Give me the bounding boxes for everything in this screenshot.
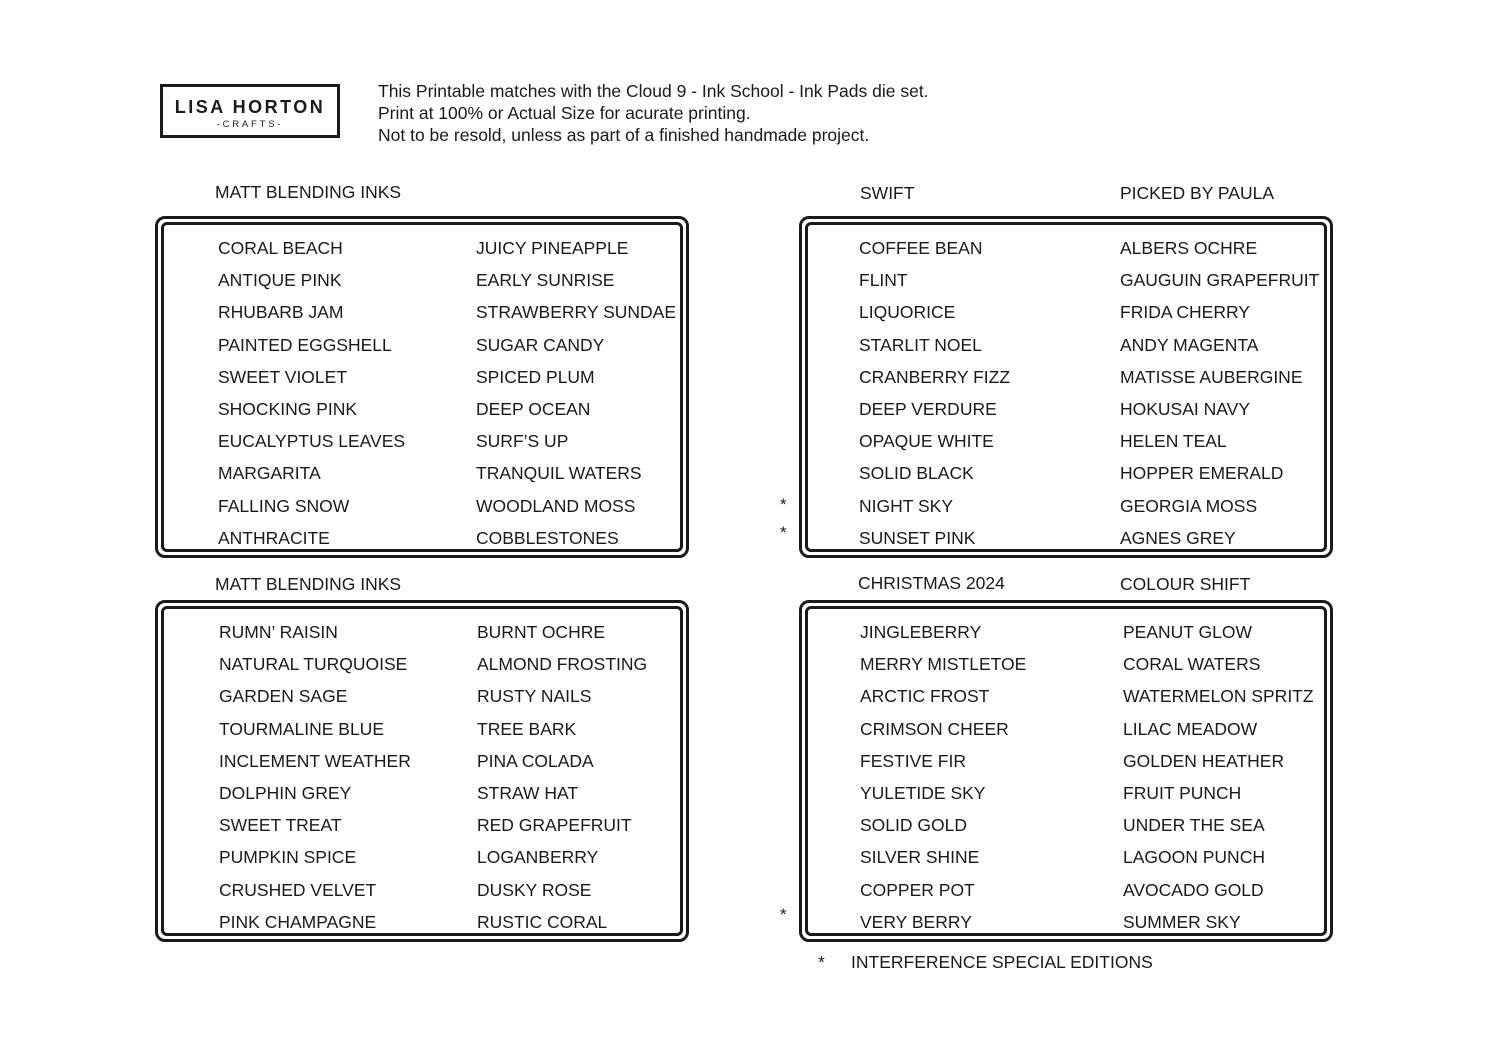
list-item: PEANUT GLOW: [1123, 622, 1253, 642]
list-item: CORAL BEACH: [218, 238, 343, 258]
list-item: SWEET TREAT: [219, 815, 342, 836]
top-left-column-1: [218, 232, 405, 554]
list-item: SUMMER SKY: [1123, 911, 1241, 932]
list-item: BURNT OCHRE: [477, 622, 606, 642]
top-left-column-2: [476, 232, 676, 554]
footnote-marker: *: [818, 952, 825, 972]
list-item: CRUSHED VELVET: [219, 879, 377, 900]
bottom-right-column-1: [860, 616, 1026, 938]
list-item: ANTIQUE PINK: [218, 270, 342, 291]
list-item: HOPPER EMERALD: [1120, 463, 1284, 484]
list-item: LILAC MEADOW: [1123, 718, 1258, 739]
list-item: LOGANBERRY: [477, 847, 599, 868]
intro-line-3: Not to be resold, unless as part of a finished handmade project.: [378, 125, 870, 145]
list-item: SPICED PLUM: [476, 366, 595, 387]
list-item: RHUBARB JAM: [218, 302, 344, 323]
list-item: FALLING SNOW: [218, 495, 350, 516]
list-item: LIQUORICE: [859, 302, 956, 323]
list-item: MARGARITA: [218, 463, 321, 484]
list-item: ANTHRACITE: [218, 527, 330, 548]
list-item: EARLY SUNRISE: [476, 270, 615, 291]
list-item: PINK CHAMPAGNE: [219, 911, 377, 932]
list-item: STARLIT NOEL: [859, 334, 982, 355]
list-item: NIGHT SKY: [859, 495, 954, 516]
bottom-left-ink-list: [155, 600, 689, 942]
list-item: SURF’S UP: [476, 431, 569, 452]
list-item: STRAW HAT: [477, 783, 579, 804]
list-item: FRIDA CHERRY: [1120, 302, 1250, 323]
list-item: UNDER THE SEA: [1123, 815, 1265, 836]
footnote-text: INTERFERENCE SPECIAL EDITIONS: [851, 952, 1153, 972]
list-item: STRAWBERRY SUNDAE: [476, 302, 676, 323]
list-item: RED GRAPEFRUIT: [477, 815, 632, 836]
list-item: GARDEN SAGE: [219, 686, 348, 707]
bottom-right-label-right: COLOUR SHIFT: [1120, 574, 1251, 594]
list-item: SHOCKING PINK: [218, 399, 358, 420]
list-item: MATISSE AUBERGINE: [1120, 366, 1303, 387]
list-item: RUSTIC CORAL: [477, 911, 608, 932]
intro-line-1: This Printable matches with the Cloud 9 - Ink School - Ink Pads die set.: [378, 81, 929, 101]
list-item: RUMN’ RAISIN: [219, 622, 338, 642]
top-right-column-1: [859, 232, 1010, 554]
list-item: GEORGIA MOSS: [1120, 495, 1258, 516]
list-item: FRUIT PUNCH: [1123, 783, 1242, 804]
top-right-column-2: [1120, 232, 1319, 554]
bottom-left-column-2: [477, 616, 647, 938]
list-item: FESTIVE FIR: [860, 750, 966, 771]
bottom-right-column-2: [1123, 616, 1314, 938]
list-item: COFFEE BEAN: [859, 238, 983, 258]
intro-line-2: Print at 100% or Actual Size for acurate printing.: [378, 103, 751, 123]
interference-marker-very-berry: *: [780, 905, 787, 924]
list-item: AVOCADO GOLD: [1123, 879, 1264, 900]
list-item: INCLEMENT WEATHER: [219, 750, 411, 771]
list-item: DEEP VERDURE: [859, 399, 997, 420]
list-item: YULETIDE SKY: [860, 783, 986, 804]
list-item: SWEET VIOLET: [218, 366, 348, 387]
list-item: JUICY PINEAPPLE: [476, 238, 629, 258]
list-item: EUCALYPTUS LEAVES: [218, 431, 406, 452]
footnote: [818, 952, 1153, 972]
list-item: DOLPHIN GREY: [219, 783, 352, 804]
list-item: TOURMALINE BLUE: [219, 718, 384, 739]
interference-marker-night-sky: *: [780, 495, 787, 514]
list-item: DEEP OCEAN: [476, 399, 591, 420]
list-item: TREE BARK: [477, 718, 577, 739]
intro-text: [378, 80, 1078, 146]
list-item: CRIMSON CHEER: [860, 718, 1009, 739]
list-item: ANDY MAGENTA: [1120, 334, 1259, 355]
list-item: SILVER SHINE: [860, 847, 980, 868]
list-item: RUSTY NAILS: [477, 686, 592, 707]
top-left-ink-list: [155, 216, 689, 558]
list-item: SOLID GOLD: [860, 815, 967, 836]
list-item: WATERMELON SPRITZ: [1123, 686, 1314, 707]
list-item: COBBLESTONES: [476, 527, 619, 548]
top-right-label-left: SWIFT: [860, 183, 915, 203]
top-left-label: MATT BLENDING INKS: [215, 182, 402, 202]
list-item: SUGAR CANDY: [476, 334, 605, 355]
list-item: GOLDEN HEATHER: [1123, 750, 1285, 771]
list-item: GAUGUIN GRAPEFRUIT: [1120, 270, 1320, 291]
interference-marker-sunset-pink: *: [780, 523, 787, 542]
list-item: NATURAL TURQUOISE: [219, 654, 408, 675]
list-item: SUNSET PINK: [859, 527, 976, 548]
bottom-right-ink-list: [799, 600, 1333, 942]
top-right-ink-list: [799, 216, 1333, 558]
list-item: COPPER POT: [860, 879, 975, 900]
top-right-label-right: PICKED BY PAULA: [1120, 183, 1274, 203]
logo-subtitle: -CRAFTS-: [216, 119, 284, 130]
list-item: PINA COLADA: [477, 750, 594, 771]
list-item: DUSKY ROSE: [477, 879, 592, 900]
list-item: MERRY MISTLETOE: [860, 654, 1027, 675]
list-item: JINGLEBERRY: [860, 622, 982, 642]
list-item: LAGOON PUNCH: [1123, 847, 1265, 868]
list-item: VERY BERRY: [860, 911, 972, 932]
list-item: HOKUSAI NAVY: [1120, 399, 1250, 420]
logo-name: LISA HORTON: [174, 97, 326, 117]
list-item: ALBERS OCHRE: [1120, 238, 1258, 258]
bottom-left-column-1: [219, 616, 411, 938]
logo: [160, 84, 340, 138]
list-item: AGNES GREY: [1120, 527, 1236, 548]
list-item: PAINTED EGGSHELL: [218, 334, 392, 355]
list-item: CRANBERRY FIZZ: [859, 366, 1011, 387]
list-item: PUMPKIN SPICE: [219, 847, 357, 868]
list-item: ARCTIC FROST: [860, 686, 990, 707]
list-item: SOLID BLACK: [859, 463, 974, 484]
list-item: OPAQUE WHITE: [859, 431, 994, 452]
list-item: TRANQUIL WATERS: [476, 463, 642, 484]
list-item: FLINT: [859, 270, 908, 291]
list-item: WOODLAND MOSS: [476, 495, 636, 516]
bottom-left-label: MATT BLENDING INKS: [215, 574, 402, 594]
bottom-right-label-left: CHRISTMAS 2024: [858, 573, 1005, 593]
list-item: CORAL WATERS: [1123, 654, 1261, 675]
list-item: ALMOND FROSTING: [477, 654, 648, 675]
list-item: HELEN TEAL: [1120, 431, 1227, 452]
